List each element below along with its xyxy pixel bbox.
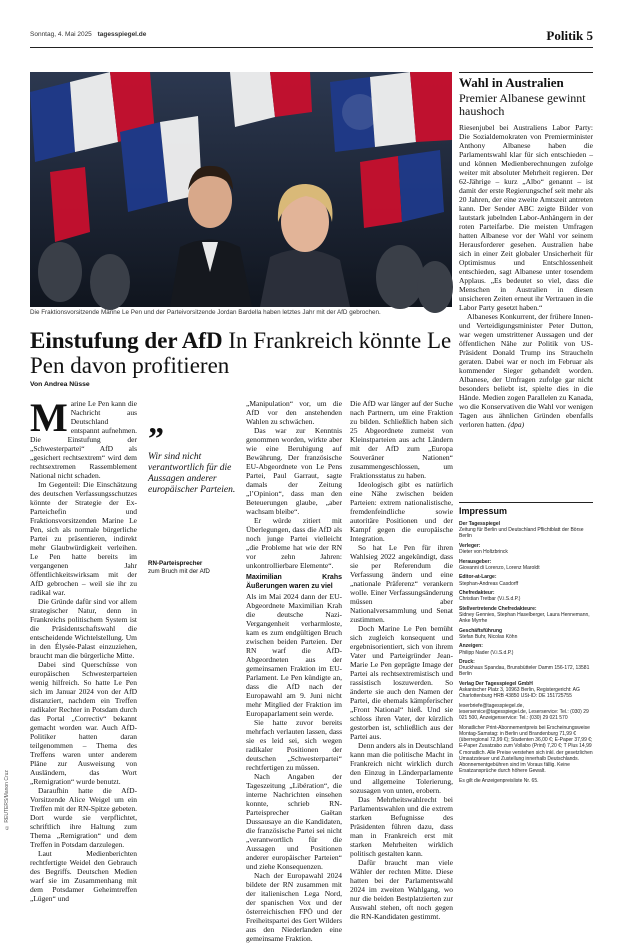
article-column-3 [350, 399, 453, 921]
paragraph: Nach Angaben der Tageszeitung „Libération“, die interne Nachrichten einsehen konnte, schrieb RN-Parteisprecher Gaëtan Dussausaye an die Kandidaten, die französische Partei sei nicht „verantwortlich für die Aussagen und Positionen anderer europäischer Parteien“ und ziehe Konsequenzen. [246, 772, 342, 871]
paragraph: Die Gründe dafür sind vor allem strategischer Natur, denn in Frankreichs politischem System ist die Präsidentschaftswahl die entscheidende Wichtelstellung. Um in den Élysée-Palast einzuziehen, braucht man die bürgerliche Mitte. [30, 597, 137, 660]
article-headline [30, 328, 455, 378]
byline: Von Andrea Nüsse [30, 381, 90, 388]
impressum-block: Verleger: Dieter von Holtzbrinck [459, 542, 508, 556]
paragraph: Die AfD war länger auf der Suche nach Partnern, um eine Fraktion zu bilden. Schließlich haben sich 25 Abgeordnete zumeist von Kleinstparteien aus acht Ländern mit der AfD zum „Europa Souveräner Nationen“ zusammengeschlossen, um Fraktionsstatus zu haben. [350, 399, 453, 480]
impressum-block: Verlag Der Tagesspiegel GmbH Askanischer Platz 3, 10963 Berlin, Registergericht: AG Charlottenburg HRB 43850 USt-ID: DE 151725755 [459, 680, 580, 700]
impressum-block: leserbriefe@tagesspiegel.de, leserservice@tagesspiegel.de, Leserservice: Tel.: (030) 29 021 500, Anzeigenservice: Tel.: (030) 29 021 570 [459, 702, 589, 722]
impressum-block: Editor-at-Large: Stephan-Andreas Casdorff [459, 574, 519, 587]
paragraph: Er würde zitiert mit Überlegungen, dass die AfD als noch junge Partei vielleicht „die Probleme hat wie der RN vor zehn Jahren: unkontrollierbare Elemente“. [246, 516, 342, 570]
sidebar-rule [459, 72, 593, 73]
header-divider [30, 47, 593, 48]
impressum-block: Es gilt die Anzeigenpreisliste Nr. 65. [459, 777, 539, 784]
paragraph: Daraufhin hatte die AfD-Vorsitzende Alice Weigel um ein Treffen mit der RN-Spitze gebeten. Dort wurde sie verpflichtet, schriftlich ihre Haltung zum Thema „Remigration“ und dem Treffen in Potsdam darzulegen. [30, 786, 137, 849]
impressum-body [459, 521, 593, 787]
lead-photo [30, 72, 452, 307]
section-label: Politik 5 [546, 28, 593, 43]
paragraph: Doch Marine Le Pen bemüht sich zugleich konsequent und ergebnisorientiert, sich von ihrem Vater und Parteigründer Jean-Marie Le Pen geprägte Image der Partei als rechtsextremistisch und rassistisch loszuwerden. So änderte sie auch den Namen der Partei, die ehemals kämpferischer „Front National“ hieß. Und sie schloss ihren Vater, der kürzlich gestorben ist, schließlich aus der Partei aus. [350, 624, 453, 741]
paragraph: Ideologisch gibt es natürlich eine Nähe zwischen beiden Parteien: extrem nationalistische, fremdenfeindliche sowie autoritäre Positionen und der Kampf gegen die europäische Integration. [350, 480, 453, 543]
impressum-block: Anzeigen: Philipp Nader (V.i.S.d.P.) [459, 643, 514, 656]
article-column-2 [246, 399, 342, 943]
sidebar-body [459, 123, 593, 429]
paragraph: Das Mehrheitswahlrecht bei Parlamentswahlen und die extrem starken Befugnisse des Präsidenten führen dazu, dass man in Frankreich erst mit starken Mehrheiten wirklich politisch gestalten kann. [350, 795, 453, 858]
quote-attribution-text: zum Bruch mit der AfD [148, 567, 210, 575]
paragraph: Marine Le Pen kann die Nachricht aus Deutschland entspannt aufnehmen. Die Einstufung der „Schwesterpartei“ AfD als „gesichert rechtsextrem“ wird dem rechtsextremen Rassemblement National nicht schaden. [30, 395, 137, 480]
paragraph: Im Gegenteil: Die Einschätzung des deutschen Verfassungsschutzes könnte der Strategie der Ex-Parteichefin und Fraktionsvorsitzenden Marine Le Pen, sich als normale bürgerliche Partei zu präsentieren, indirekt mehr Glaubwürdigkeit verleihen. Le Pen hatte bereits im vergangenen Jahr öffentlichkeitswirksam mit der AfD gebrochen – weil sie ihr zu radikal war. [30, 480, 137, 597]
article-column-1 [30, 395, 137, 903]
source-tag: (dpa) [507, 420, 525, 429]
impressum-block: Monatlicher Print-Abonnementpreis bei Erscheinungsweise Montag-Samstag: in Berlin und Brandenburg 71,99 € (überregional 72,99 €); Studenten 36,00 €; E-Paper 37,99 €; E-Paper Zusatzabo zum Vollabo (Print) 7,20 €; T Plus 14,99 € monatlich. Alle Preise verstehen sich inkl. der gesetzlichen Umsatzsteuer und Zustellung innerhalb Deutschlands. Abonnementgebühren sind im Voraus fällig. Keine Ersatzansprüche durch höhere Gewalt. [459, 724, 593, 775]
paragraph: Riesenjubel bei Australiens Labor Party: Die Sozialdemokraten von Premierminister Anthony Albanese haben die Parlamentswahl klar für sich entschieden – und können Medienberechnungen zufolge weiter mit absoluter Mehrheit regieren. Der 62-Jährige – kurz „Albo“ genannt – ist damit der erste Regierungschef seit mehr als 20 Jahren, der eine zweite Amtszeit antreten kann. Der Sender ABC zeigte Bilder von lautstark jubelnden Labor-Anhängern in der roten Parteifarbe. Die meisten Umfragen hatten Albanese vor der Wahl vor seinem Herausforderer gesehen. Australien habe sich in einer Zeit globaler Unsicherheit für Optimismus und Entschlossenheit entschieden, sagt Albanese unter tosendem Applaus. „Es bedeutet so viel, dass die Menschen in Australien in diesen unsicheren Zeiten erneut ihr Vertrauen in die Labor Party gesetzt haben.“ [459, 123, 593, 312]
subheading: Maximilian Krahs Äußerungen waren zu viel [246, 574, 342, 590]
paragraph: Das war zur Kenntnis genommen worden, wirkte aber wie eine Beruhigung auf Bewährung. Der französische EU-Abgeordnete von Le Pens Partei, Paul Garraut, sagte damals der Zeitung „l’Opinion“, dass man den Beteuerungen glaube, „aber wachsam bleibe“. [246, 426, 342, 516]
impressum-block: Geschäftsführung Stefan Buhr, Nicolas Köhn [459, 627, 518, 640]
impressum-block: Stellvertretende Chefredakteure: Sidney Gennies, Stephan Haselberger, Laura Hennemann, Anke Myrrhe [459, 605, 590, 625]
impressum-title: Impressum [459, 506, 508, 516]
sidebar-title: Wahl in Australien [459, 75, 564, 90]
sidebar-subtitle: Premier Albanese gewinnt haushoch [459, 91, 586, 118]
paragraph: Albaneses Konkurrent, der frühere Innen- und Verteidigungsminister Peter Dutton, war wegen umstrittener Aussagen und der öffentlichen Nähe zur Politik von US-Präsident Donald Trump ins Straucheln geraten. Dabei war er noch im Februar als kommender Sieger gehandelt worden. Albanese, der Umfragen zufolge gar nicht besonders beliebt ist, spielte dies in die Hände. Medien zogen Parallelen zu Kanada, wo die Konservativen die Wahl vor wenigen Tagen aus ähnlichen Gründen ebenfalls verloren hatten. (dpa) [459, 312, 593, 429]
dropcap: M [30, 395, 68, 440]
paragraph: Als im Mai 2024 dann der EU-Abgeordnete Maximilian Krah die deutsche Nazi-Vergangenheit verharmloste, kam es zum endgültigen Bruch zwischen beiden Parteien. Der RN warf die AfD-Abgeordneten aus der gemeinsamen Fraktion im EU-Parlament. Le Pen kündigte an, dass die AfD nach der Europawahl am 9. Juni nicht mehr Mitglied der Fraktion im Europaparlament sein werde. [246, 592, 342, 718]
quote-attribution [148, 560, 238, 575]
impressum-block: Herausgeber: Giovanni di Lorenzo, Lorenz Maroldt [459, 558, 540, 571]
photo-illustration [30, 72, 452, 307]
paragraph: Nach der Europawahl 2024 bildete der RN zusammen mit der italienischen Lega Nord, der spanischen Vox und der österreichischen FPÖ und der Freiheitspartei des Gert Wilders aus den Niederlanden eine gemeinsame Fraktion. [246, 871, 342, 943]
issue-date [30, 31, 146, 38]
photo-caption: Die Fraktionsvorsitzende Marine Le Pen und der Parteivorsitzende Jordan Bardella haben letztes Jahr mit der AfD gebrochen. [30, 309, 381, 316]
quote-mark: ” [148, 420, 164, 456]
headline-kicker: Einstufung der AfD [30, 328, 223, 353]
paragraph: Dafür braucht man viele Wähler der rechten Mitte. Diese hatten bei der Parlamentswahl 2024 im zweiten Wahlgang, wo nur die beiden Bestplatzierten zur Auswahl stehen, oft noch gegen die RN-Kandidaten gestimmt. [350, 858, 453, 921]
impressum-rule [459, 502, 593, 503]
paragraph: Dabei sind Querschüsse von europäischen Schwesterparteien wenig hilfreich. So hatte Le Pen sich im Januar 2024 von der AfD distanziert, nachdem ein Treffen radikaler Rechter in Potsdam durch das Portal „Correctiv“ bekannt gemacht worden war. Auch AfD-Politiker hatten daran teilgenommen – Thema des Treffens waren unter anderem Pläne zur Ausweisung von Ausländern, das Wort „Remigration“ wurde benutzt. [30, 660, 137, 786]
paragraph: Sie hatte zuvor bereits mehrfach verlauten lassen, dass sie es leid sei, sich wegen radikaler Positionen der deutschen „Schwesterpartei“ rechtfertigen zu müssen. [246, 718, 342, 772]
page-header [30, 28, 593, 46]
impressum-block: Druck: Druckhaus Spandau, Brunsbütteler Damm 156-172, 13581 Berlin [459, 659, 590, 678]
paragraph: Denn anders als in Deutschland kann man die politische Macht in Frankreich nicht wirklich durch den Einzug in Länderparlamente und allgemeine Tolerierung, sozusagen von unten, erobern. [350, 741, 453, 795]
impressum-block: Chefredakteur: Christian Tretbar (V.i.S.d.P.) [459, 590, 521, 603]
paragraph: „Manipulation“ vor, um die AfD vor den anstehenden Wahlen zu schwächen. [246, 399, 342, 426]
quote-attribution-name: RN-Parteisprecher [148, 560, 203, 567]
publication-name: tagesspiegel.de [97, 31, 147, 38]
issue-date-text: Sonntag, 4. Mai 2025 [30, 31, 92, 38]
paragraph: Laut Medienberichten rechtfertigte Weidel den Gebrauch des Begriffs. Deutschen Medien warf sie im Zusammenhang mit dem Potsdamer Geheimtreffen „Lügen“ und [30, 849, 137, 903]
impressum-block: Der Tagesspiegel Zeitung für Berlin und Deutschland Pflichtblatt der Börse Berlin [459, 521, 584, 540]
paragraph: So hat Le Pen für ihren Wahlsieg 2022 angekündigt, dass sie per Referendum die Verfassung ändern und eine „nationale Präferenz“ verankern wolle. Einer Verfassungsänderung müssen aber Nationalversammlung und Senat zustimmen. [350, 543, 453, 624]
headline-main: In Frankreich könnte Le Pen davon profitieren [30, 328, 452, 378]
pull-quote: Wir sind nicht verantwortlich für die Aussagen anderer europäischer Parteien. [148, 452, 236, 495]
photo-credit: © REUTERS/Manon Cruz [4, 770, 10, 830]
